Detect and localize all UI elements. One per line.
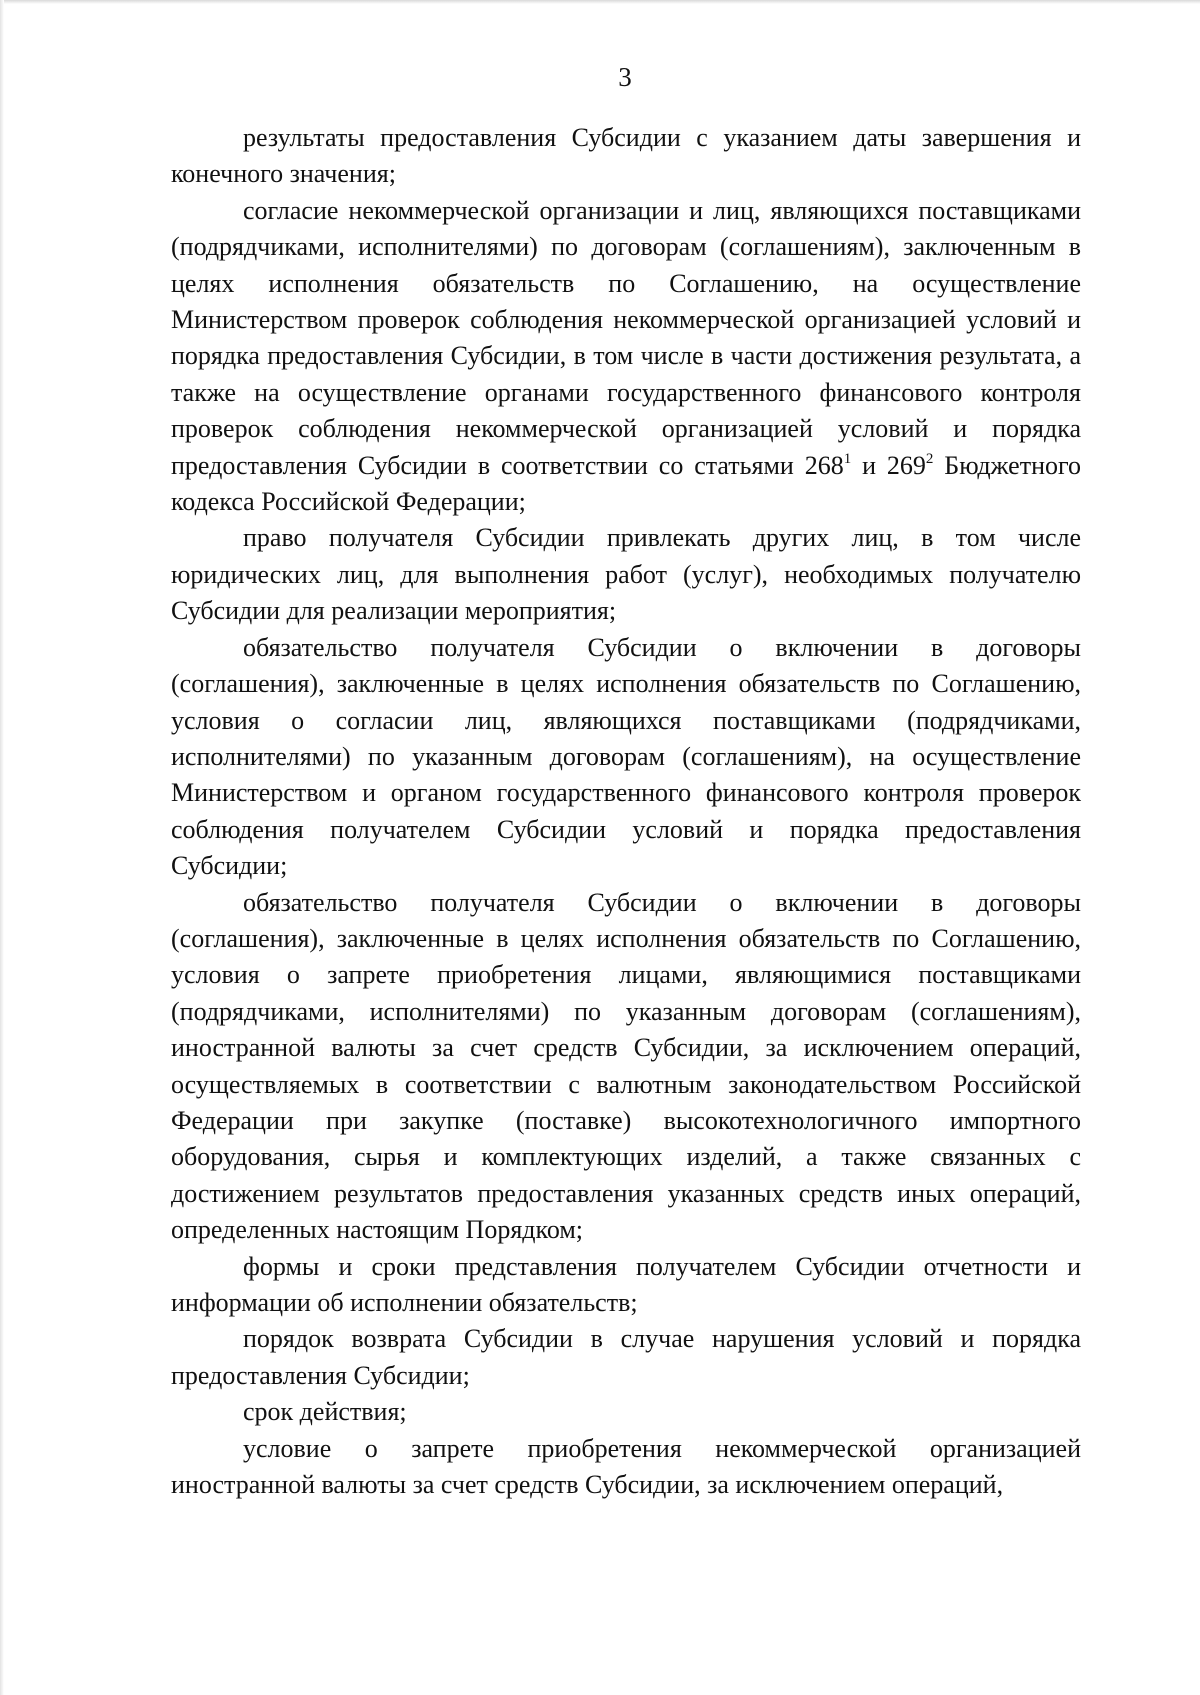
- article-268: 268: [804, 450, 844, 480]
- page-number: 3: [618, 62, 632, 92]
- paragraph-2-text: согласие некоммерческой организации и лиц, являющихся поставщиками (подрядчиками, исполнителями) по договорам (соглашениям), заключенным в целях исполнения обязательств по Соглашению, на осуществление Министерством проверок соблюдения некоммерческой организацией условий и порядка предоставления Субсидии, в том числе в части достижения результата, а также на осуществление органами государственного финансового контроля проверок соблюдения некоммерческой организацией условий и порядка предоставления Субсидии в соответствии со статьями: [171, 195, 1081, 480]
- scan-edge-top: [0, 0, 1200, 4]
- paragraph-6: формы и сроки представления получателем Субсидии отчетности и информации об исполнении обязательств;: [171, 1251, 1081, 1317]
- document-body: [171, 120, 1081, 1503]
- paragraph-7: порядок возврата Субсидии в случае нарушения условий и порядка предоставления Субсидии;: [171, 1324, 1081, 1390]
- paragraph-5: обязательство получателя Субсидии о включении в договоры (соглашения), заключенные в целях исполнения обязательств по Соглашению, условия о запрете приобретения лицами, являющимися поставщиками (подрядчиками, исполнителями) по указанным договорам (соглашениям), иностранной валюты за счет средств Субсидии, за исключением операций, осуществляемых в соответствии с валютным законодательством Российской Федерации при закупке (поставке) высокотехнологичного импортного оборудования, сырья и комплектующих изделий, а также связанных с достижением результатов предоставления указанных средств иных операций, определенных настоящим Порядком;: [171, 887, 1081, 1245]
- article-268-superscript: 1: [843, 450, 852, 467]
- article-269: 269: [886, 450, 926, 480]
- paragraph-2: [171, 193, 1081, 521]
- conjunction: и: [851, 450, 887, 480]
- paragraph-4: обязательство получателя Субсидии о включении в договоры (соглашения), заключенные в целях исполнения обязательств по Соглашению, условия о согласии лиц, являющихся поставщиками (подрядчиками, исполнителями) по указанным договорам (соглашениям), на осуществление Министерством и органом государственного финансового контроля проверок соблюдения получателем Субсидии условий и порядка предоставления Субсидии;: [171, 632, 1081, 881]
- article-269-superscript: 2: [925, 450, 934, 467]
- paragraph-8: срок действия;: [243, 1397, 407, 1427]
- paragraph-1: результаты предоставления Субсидии с указанием даты завершения и конечного значения;: [171, 123, 1081, 189]
- paragraph-3: право получателя Субсидии привлекать других лиц, в том числе юридических лиц, для выполнения работ (услуг), необходимых получателю Субсидии для реализации мероприятия;: [171, 523, 1081, 626]
- paragraph-9: условие о запрете приобретения некоммерческой организацией иностранной валюты за счет средств Субсидии, за исключением операций,: [171, 1433, 1081, 1500]
- paragraph-2-tail: Бюджетного кодекса Российской Федерации;: [171, 450, 1082, 517]
- scan-edge-left: [0, 0, 4, 1695]
